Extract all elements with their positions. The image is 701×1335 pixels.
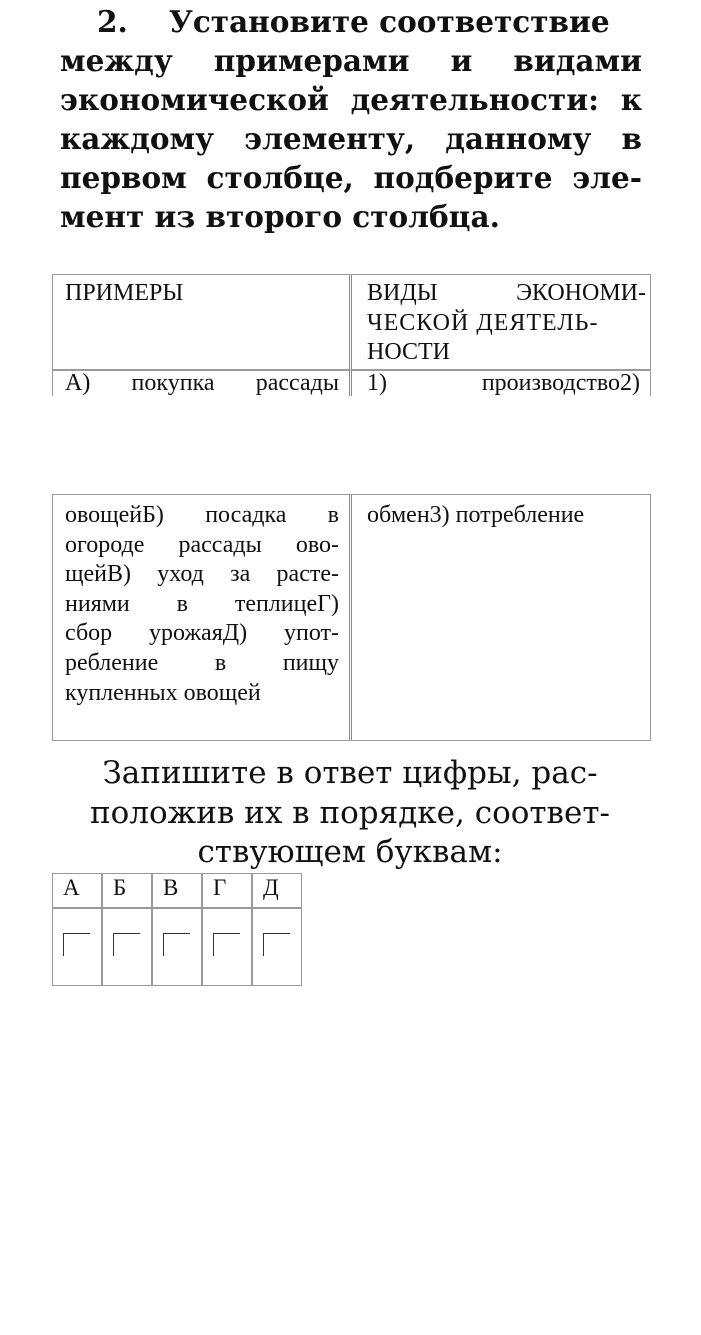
row-1-example-continued: овощейБ) посадка в огороде рассады ово- щейВ) уход за расте- ниями в теплицеГ) сбор урожаяД) упот- ребление в пищу купленных овощей bbox=[52, 494, 350, 741]
task-line-6: мент из второго столбца. bbox=[60, 199, 500, 234]
letter-cell-v: В bbox=[152, 873, 202, 908]
corner-mark-icon bbox=[113, 933, 140, 956]
task-line-2: между примерами и видами bbox=[60, 43, 642, 78]
row-1-activity: 1) производство2) bbox=[349, 370, 651, 396]
letter-cell-b: Б bbox=[102, 873, 152, 908]
letter-cell-d: Д bbox=[252, 873, 302, 908]
corner-mark-icon bbox=[263, 933, 290, 956]
letter-cell-a: А bbox=[52, 873, 102, 908]
corner-mark-icon bbox=[213, 933, 240, 956]
answer-cell-d[interactable] bbox=[252, 908, 302, 986]
answer-cell-b[interactable] bbox=[102, 908, 152, 986]
answer-cell-g[interactable] bbox=[202, 908, 252, 986]
task-line-3: экономической деятельности: к bbox=[60, 82, 642, 117]
corner-mark-icon bbox=[163, 933, 190, 956]
task-line-5: первом столбце, подберите эле- bbox=[60, 160, 642, 195]
task-line-4: каждому элементу, данному в bbox=[60, 121, 642, 156]
corner-mark-icon bbox=[63, 933, 90, 956]
task-line-1: 2. Установите соответствие bbox=[60, 2, 642, 41]
letter-cell-g: Г bbox=[202, 873, 252, 908]
answer-instructions: Запишите в ответ цифры, рас- положив их в порядке, соответ- ствующем буквам: bbox=[90, 755, 610, 870]
task-statement bbox=[60, 2, 642, 236]
answer-cell-a[interactable] bbox=[52, 908, 102, 986]
answer-cell-v[interactable] bbox=[152, 908, 202, 986]
header-examples: ПРИМЕРЫ bbox=[52, 274, 350, 370]
row-1-activity-continued: обмен3) потребление bbox=[349, 494, 651, 741]
header-activity-types: ВИДЫ ЭКОНОМИ- ЧЕСКОЙ ДЕЯТЕЛЬ- НОСТИ bbox=[349, 274, 651, 370]
row-1-example: А) покупка рассады bbox=[52, 370, 350, 396]
task-number: 2. bbox=[97, 4, 128, 39]
